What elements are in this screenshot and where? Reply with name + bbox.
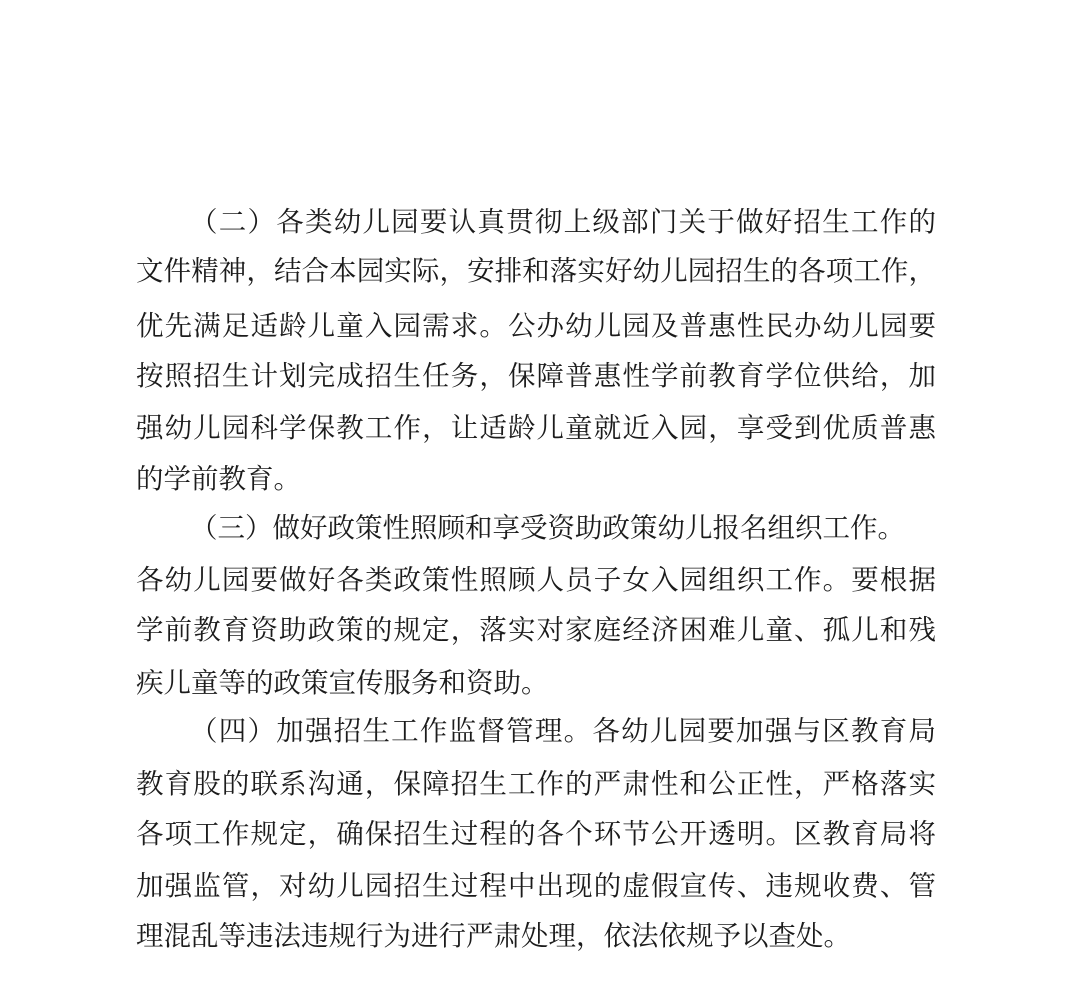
paragraph-line: 各幼儿园要做好各类政策性照顾人员子女入园组织工作。要根据 [136, 564, 936, 596]
paragraph-line: 学前教育资助政策的规定，落实对家庭经济困难儿童、孤儿和残 [136, 614, 936, 646]
paragraph-line: （三）做好政策性照顾和享受资助政策幼儿报名组织工作。 [190, 512, 905, 544]
paragraph-line: 文件精神，结合本园实际，安排和落实好幼儿园招生的各项工作， [136, 255, 936, 287]
paragraph-line: （二）各类幼儿园要认真贯彻上级部门关于做好招生工作的 [190, 206, 936, 238]
paragraph-line: 理混乱等违法违规行为进行严肃处理，依法依规予以查处。 [136, 920, 851, 952]
paragraph-line: 强幼儿园科学保教工作，让适龄儿童就近入园，享受到优质普惠 [136, 412, 936, 444]
paragraph-line: 加强监管，对幼儿园招生过程中出现的虚假宣传、违规收费、管 [136, 870, 936, 902]
paragraph-line: 各项工作规定，确保招生过程的各个环节公开透明。区教育局将 [136, 818, 936, 850]
paragraph-line: 优先满足适龄儿童入园需求。公办幼儿园及普惠性民办幼儿园要 [136, 310, 936, 342]
paragraph-line: 的学前教育。 [136, 463, 301, 495]
paragraph-line: （四）加强招生工作监督管理。各幼儿园要加强与区教育局 [190, 715, 936, 747]
paragraph-line: 教育股的联系沟通，保障招生工作的严肃性和公正性，严格落实 [136, 768, 936, 800]
paragraph-line: 疾儿童等的政策宣传服务和资助。 [136, 667, 549, 699]
paragraph-line: 按照招生计划完成招生任务，保障普惠性学前教育学位供给，加 [136, 360, 936, 392]
